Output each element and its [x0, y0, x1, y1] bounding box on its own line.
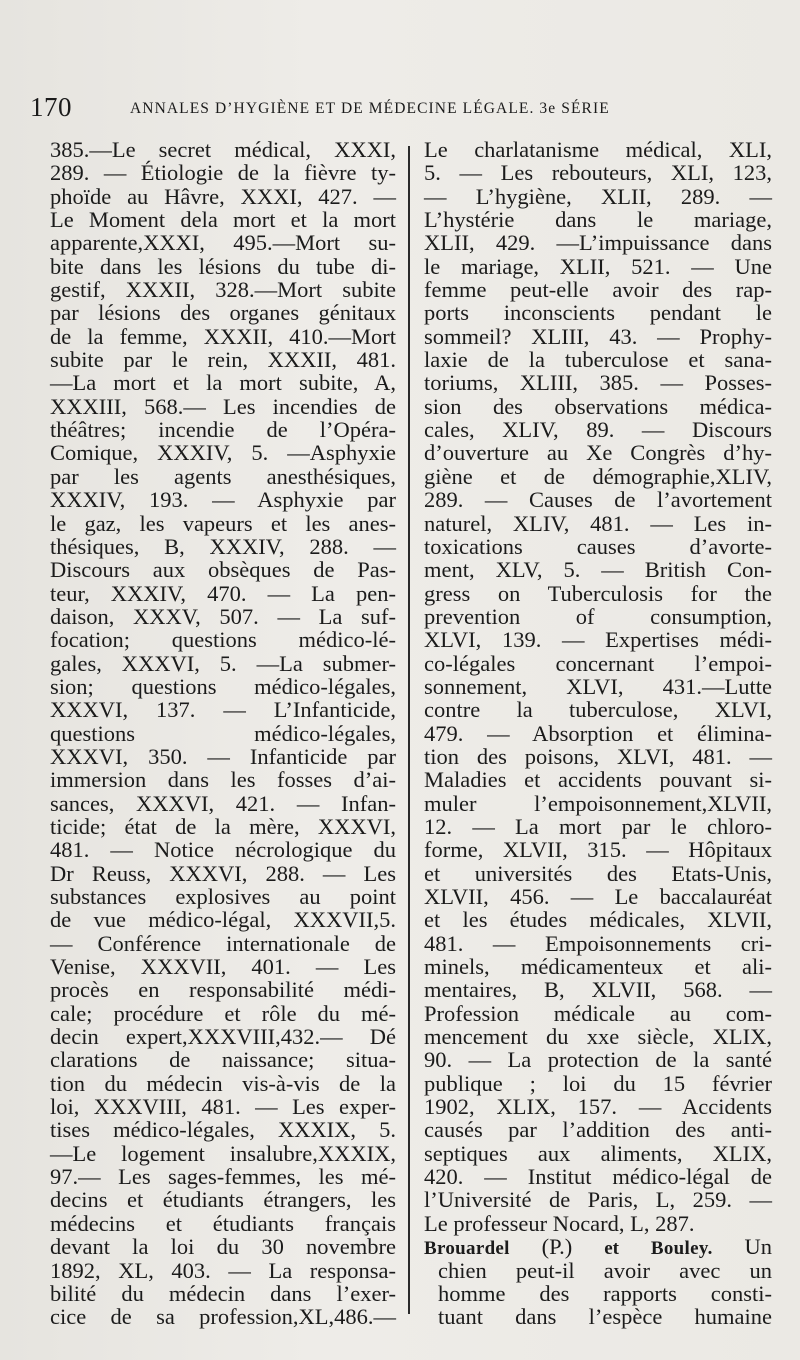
text-line: XLII, 429. —L’impuissance dans	[424, 230, 772, 256]
text-line: naturel, XLIV, 481. — Les in-	[424, 510, 772, 536]
text-line: gress on Tuberculosis for the	[424, 580, 772, 606]
text-line: mentaires, B, XLVII, 568. —	[424, 977, 772, 1003]
text-line: 1902, XLIX, 157. — Accidents	[424, 1094, 772, 1120]
text-line: sommeil? XLIII, 43. — Prophy-	[424, 323, 772, 349]
text-line: bite dans les lésions du tube di-	[50, 253, 396, 279]
text-line: ment, XLV, 5. — British Con-	[424, 557, 772, 583]
text-line: le mariage, XLII, 521. — Une	[424, 253, 772, 279]
text-line: sonnement, XLVI, 431.—Lutte	[424, 673, 772, 699]
text-line: publique ; loi du 15 février	[424, 1070, 772, 1096]
text-line: co-légales concernant l’empoi-	[424, 650, 772, 676]
text-line: sion des observations médica-	[424, 393, 772, 419]
text-line: XLVI, 139. — Expertises médi-	[424, 627, 772, 653]
text-line: 1892, XL, 403. — La responsa-	[50, 1257, 396, 1283]
text-line: procès en responsabilité médi-	[50, 977, 396, 1003]
coauthor-name: Bouley.	[650, 1238, 713, 1260]
text-line: tion des poisons, XLVI, 481. —	[424, 743, 772, 769]
text-line: cice de sa profession,XL,486.—	[50, 1304, 396, 1330]
text-line: XXXVI, 137. — L’Infanticide,	[50, 697, 396, 723]
text-line: 97.— Les sages-femmes, les mé-	[50, 1164, 396, 1190]
text-line: devant la loi du 30 novembre	[50, 1234, 396, 1260]
text-line: ticide; état de la mère, XXXVI,	[50, 813, 396, 839]
right-column-lines	[424, 138, 772, 1235]
text-line: 481. — Empoisonnements cri-	[424, 930, 772, 956]
text-line: Maladies et accidents pouvant si-	[424, 767, 772, 793]
text-line: substances explosives au point	[50, 884, 396, 909]
column-divider	[408, 146, 410, 1314]
page-number: 170	[30, 92, 72, 122]
text-line: XXXIV, 193. — Asphyxie par	[50, 487, 396, 513]
text-line: —Le logement insalubre,XXXIX,	[50, 1140, 396, 1166]
text-line: Profession médicale au com-	[424, 1000, 772, 1026]
text-line: XXXIII, 568.— Les incendies de	[50, 393, 396, 419]
text-line: 5. — Les rebouteurs, XLI, 123,	[424, 160, 772, 186]
text-line: Le professeur Nocard, L, 287.	[424, 1210, 695, 1236]
text-line: daison, XXXV, 507. — La suf-	[50, 603, 396, 629]
text-line: thésiques, B, XXXIV, 288. —	[50, 533, 396, 559]
text-line: 420. — Institut médico-légal de	[424, 1164, 772, 1190]
text-line: cale; procédure et rôle du mé-	[50, 1000, 396, 1026]
text-line: 90. — La protection de la santé	[424, 1047, 772, 1073]
text-line: Le charlatanisme médical, XLI,	[424, 137, 772, 162]
text-line: prevention of consumption,	[424, 603, 772, 629]
text-line: tuant dans l’espèce humaine	[438, 1304, 772, 1330]
text-line: focation; questions médico-lé-	[50, 627, 396, 653]
text-line: toxications causes d’avorte-	[424, 533, 772, 559]
text-line: 289. — Étiologie de la fièvre ty-	[50, 160, 396, 186]
page-header	[30, 92, 770, 126]
author-entry-continuation	[424, 1259, 772, 1329]
text-line: et universités des Etats-Unis,	[424, 860, 772, 886]
text-line: Le Moment dela mort et la mort	[50, 207, 396, 233]
text-line: minels, médicamenteux et ali-	[424, 954, 772, 980]
author-entry-heading	[424, 1235, 772, 1258]
text-line: — Conférence internationale de	[50, 930, 396, 956]
text-line: laxie de la tuberculose et sana-	[424, 347, 772, 373]
text-line: homme des rapports consti-	[438, 1280, 772, 1306]
text-line: forme, XLVII, 315. — Hôpitaux	[424, 837, 772, 863]
text-line: tises médico-légales, XXXIX, 5.	[50, 1117, 396, 1143]
text-line: l’Université de Paris, L, 259. —	[424, 1187, 772, 1213]
running-title: ANNALES D’HYGIÈNE ET DE MÉDECINE LÉGALE. 3e SÉRIE	[130, 100, 610, 117]
text-line: tion du médecin vis-à-vis de la	[50, 1070, 396, 1096]
text-line: Comique, XXXIV, 5. —Asphyxie	[50, 440, 396, 466]
text-line: théâtres; incendie de l’Opéra-	[50, 417, 396, 443]
text-line: 481. — Notice nécrologique du	[50, 837, 396, 863]
text-line: cales, XLIV, 89. — Discours	[424, 417, 772, 443]
text-line: gales, XXXVI, 5. —La submer-	[50, 650, 396, 676]
text-line: septiques aux aliments, XLIX,	[424, 1140, 772, 1166]
text-line: médecins et étudiants français	[50, 1210, 396, 1236]
text-line: gestif, XXXII, 328.—Mort subite	[50, 277, 396, 303]
text-line: ports inconscients pendant le	[424, 300, 772, 326]
text-line: toriums, XLIII, 385. — Posses-	[424, 370, 772, 396]
text-line: Discours aux obsèques de Pas-	[50, 557, 396, 583]
text-line: 479. — Absorption et élimina-	[424, 720, 772, 746]
author-name: Brouardel	[424, 1238, 510, 1260]
author-conjunction: et	[604, 1238, 619, 1260]
text-line: giène et de démographie,XLIV,	[424, 463, 772, 489]
text-line: clarations de naissance; situa-	[50, 1047, 396, 1073]
text-line: mencement du xxe siècle, XLIX,	[424, 1024, 772, 1050]
text-line: immersion dans les fosses d’ai-	[50, 767, 396, 793]
entry-first-words: Un	[744, 1234, 773, 1260]
text-line: muler l’empoisonnement,XLVII,	[424, 790, 772, 816]
text-line: 385.—Le secret médical, XXXI,	[50, 137, 396, 162]
text-line: XLVII, 456. — Le baccalauréat	[424, 884, 772, 909]
text-line: questions médico-légales,	[50, 720, 396, 746]
text-line: XXXVI, 350. — Infanticide par	[50, 743, 396, 769]
text-line: subite par le rein, XXXII, 481.	[50, 347, 396, 373]
text-line: loi, XXXVIII, 481. — Les exper-	[50, 1094, 396, 1120]
text-line: decin expert,XXXVIII,432.— Dé	[50, 1024, 396, 1050]
text-line: causés par l’addition des anti-	[424, 1117, 772, 1143]
text-line: — L’hygiène, XLII, 289. —	[424, 183, 772, 209]
text-line: —La mort et la mort subite, A,	[50, 370, 396, 396]
text-line: bilité du médecin dans l’exer-	[50, 1280, 396, 1306]
text-line: femme peut-elle avoir des rap-	[424, 277, 772, 303]
text-line: de la femme, XXXII, 410.—Mort	[50, 323, 396, 349]
text-line: par lésions des organes génitaux	[50, 300, 396, 326]
text-line: Venise, XXXVII, 401. — Les	[50, 954, 396, 980]
left-column	[50, 138, 396, 1329]
text-line: sion; questions médico-légales,	[50, 673, 396, 699]
text-line: Dr Reuss, XXXVI, 288. — Les	[50, 860, 396, 886]
text-line: par les agents anesthésiques,	[50, 463, 396, 489]
text-line: apparente,XXXI, 495.—Mort su-	[50, 230, 396, 256]
text-line: et les études médicales, XLVII,	[424, 907, 772, 933]
text-line: L’hystérie dans le mariage,	[424, 207, 772, 233]
right-column	[424, 138, 772, 1329]
author-initial: (P.)	[541, 1234, 573, 1260]
text-line: de vue médico-légal, XXXVII,5.	[50, 907, 396, 933]
text-line: sances, XXXVI, 421. — Infan-	[50, 790, 396, 816]
text-line: phoïde au Hâvre, XXXI, 427. —	[50, 183, 396, 209]
text-line: chien peut-il avoir avec un	[438, 1257, 772, 1283]
text-line: contre la tuberculose, XLVI,	[424, 697, 772, 723]
text-line: teur, XXXIV, 470. — La pen-	[50, 580, 396, 606]
text-line: d’ouverture au Xe Congrès d’hy-	[424, 440, 772, 466]
text-line: decins et étudiants étrangers, les	[50, 1187, 396, 1213]
text-line: 12. — La mort par le chloro-	[424, 813, 772, 839]
text-line: le gaz, les vapeurs et les anes-	[50, 510, 396, 536]
text-line: 289. — Causes de l’avortement	[424, 487, 772, 513]
